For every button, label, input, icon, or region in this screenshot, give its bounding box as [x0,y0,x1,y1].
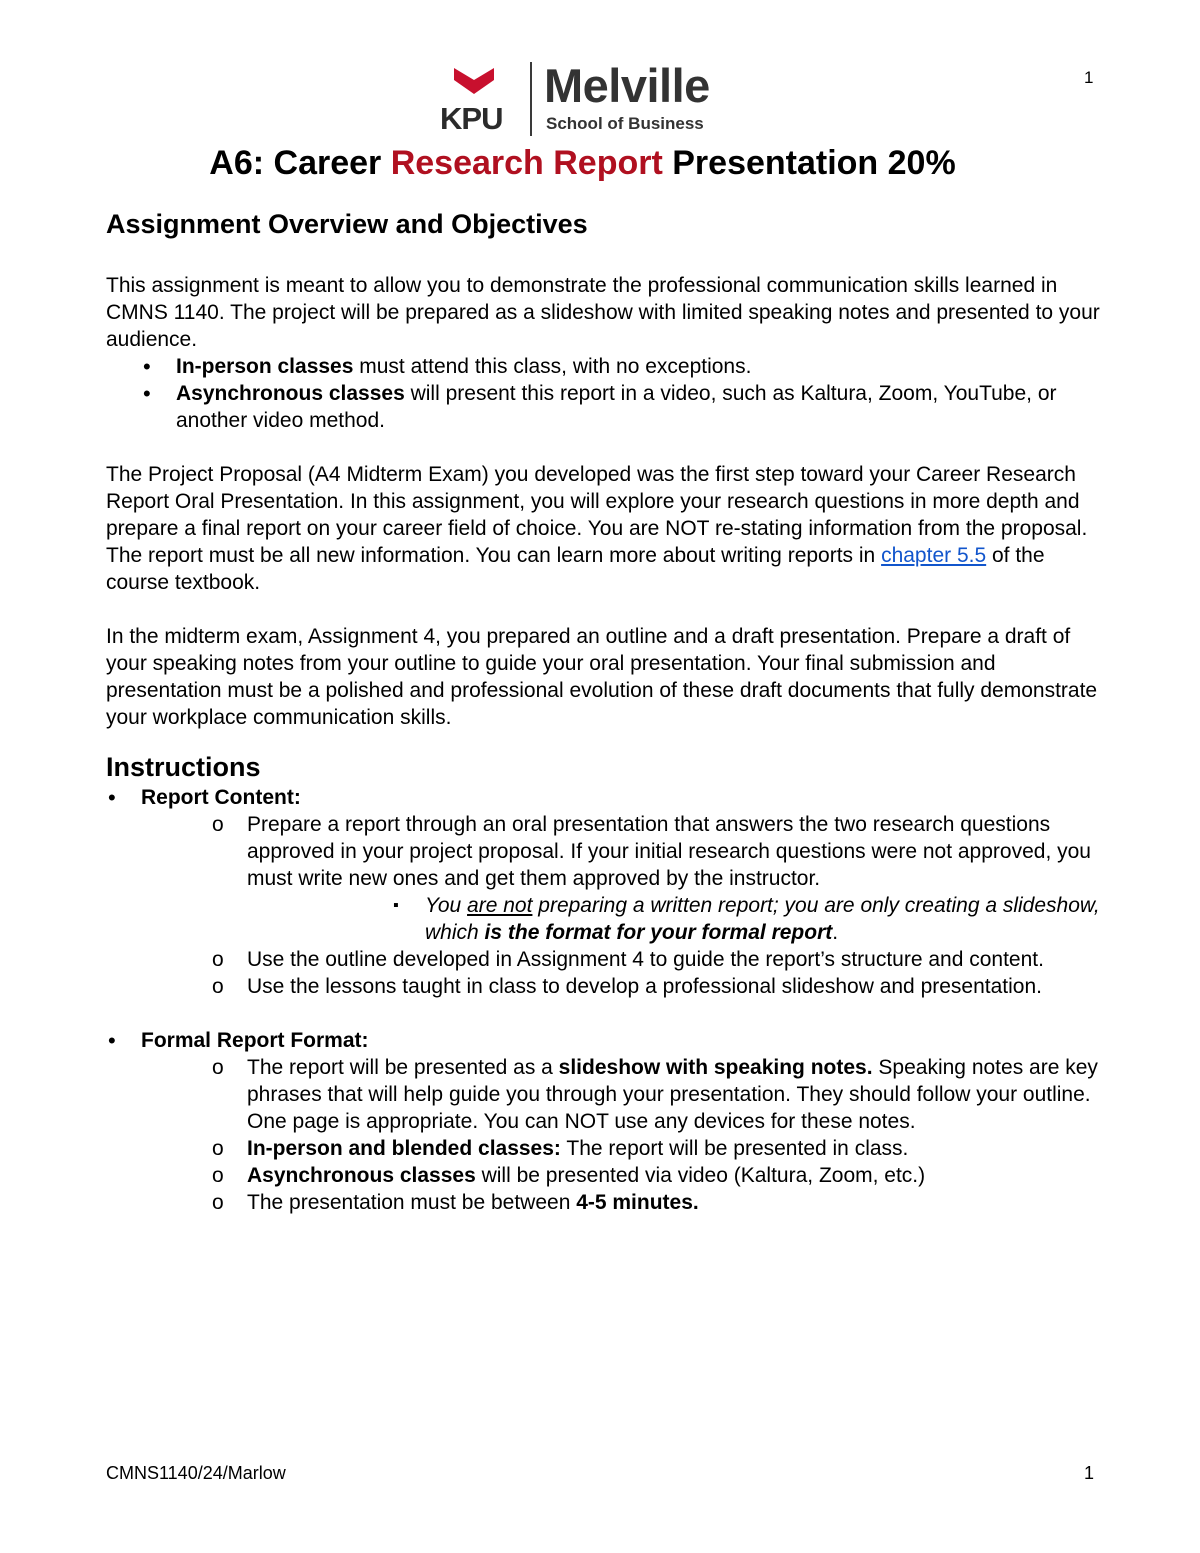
footer-page-number: 1 [1084,1463,1095,1483]
paragraph-text: The Project Proposal (A4 Midterm Exam) you developed was the first step toward your Career Research Report Oral Presentation. In this assignment, you will explore your research questions in more depth and prepare a final report on your career field of choice. You are NOT re-stating information from the proposal. The report must be all new information. You can learn more about writing reports in [106,463,1088,567]
logo-school-text: School of Business [546,114,704,133]
kpu-melville-logo [440,59,740,137]
report-content-sublist [247,892,1106,946]
page-title [0,142,1165,184]
list-item [106,784,1106,1000]
list-item [141,811,1106,946]
sub-text: preparing a written report; you are only creating a slideshow, which [425,894,1100,944]
list-item [141,1054,1106,1135]
report-content-list [141,811,1106,1000]
formal-format-label: Formal Report Format: [141,1029,369,1052]
list-item [106,353,1106,380]
title-suffix: Presentation 20% [662,144,956,182]
document-body [106,206,1106,1216]
list-item [141,1189,1106,1216]
overview-intro: This assignment is meant to allow you to demonstrate the professional communication skills learned in CMNS 1140. The project will be prepared as a slideshow with limited speaking notes and presented to your audience. [106,274,1100,351]
instructions-list-2 [106,1027,1106,1216]
list-text: will be presented via video (Kaltura, Zoom, etc.) [475,1164,926,1187]
list-item: o Use the outline developed in Assignment 4 to guide the report’s structure and content. [141,946,1106,973]
list-item [141,1162,1106,1189]
list-bold: In-person and blended classes: [247,1137,561,1160]
title-highlight: Research Report [390,144,663,182]
list-item [106,1027,1106,1216]
list-bold: slideshow with speaking notes. [558,1056,873,1079]
list-item [247,892,1106,946]
paragraph-text: of the course textbook. [106,544,1045,594]
list-item [106,380,1106,434]
sub-underlined: are not [467,894,533,917]
bullet-text: must attend this class, with no exceptions. [353,355,752,378]
report-content-label: Report Content: [141,786,301,809]
kpu-chevron-icon [454,68,494,100]
bullet-bold: In-person classes [176,355,354,378]
header-page-number: 1 [1084,68,1094,87]
overview-heading: Assignment Overview and Objectives [106,209,588,239]
logo-kpu-text: KPU [440,101,503,136]
overview-paragraph-2 [106,461,1106,596]
list-text: Speaking notes are key phrases that will help guide you through your presentation. They should follow your outline. One page is appropriate. You can NOT use any devices for these notes. [247,1056,1098,1133]
chapter-link[interactable]: chapter 5.5 [881,544,987,567]
list-text: The report will be presented in class. [560,1137,909,1160]
overview-paragraph-3: In the midterm exam, Assignment 4, you prepared an outline and a draft presentation. Prepare a draft of your speaking notes from your outline to guide your oral presentation. Your final submission and presentation must be a polished and professional evolution of these draft documents that fully demonstrate your workplace communication skills. [106,625,1098,729]
sub-text: You [425,894,468,917]
instructions-heading: Instructions [106,752,261,782]
bullet-bold: Asynchronous classes [176,382,405,405]
footer-course-code: CMNS1140/24/Marlow [106,1463,286,1483]
list-bold: Asynchronous classes [247,1164,476,1187]
logo-divider [530,62,532,136]
instructions-list [106,784,1106,1000]
list-text: The report will be presented as a [247,1056,559,1079]
sub-bold: is the format for your formal report [484,921,833,944]
list-bold: 4-5 minutes. [576,1191,699,1214]
title-prefix: A6: Career [209,144,391,182]
formal-format-list [141,1054,1106,1216]
list-item [141,1135,1106,1162]
list-text: Prepare a report through an oral presentation that answers the two research questions approved in your project proposal. If your initial research questions were not approved, you must write new ones and get them approved by the instructor. [247,813,1091,890]
overview-bullets [106,353,1106,434]
list-text: The presentation must be between [247,1191,577,1214]
bullet-text: will present this report in a video, such as Kaltura, Zoom, YouTube, or another video method. [176,382,1057,432]
logo-melville-text: Melville [544,59,710,112]
list-item: o Use the lessons taught in class to develop a professional slideshow and presentation. [141,973,1106,1000]
sub-text: . [832,921,839,944]
